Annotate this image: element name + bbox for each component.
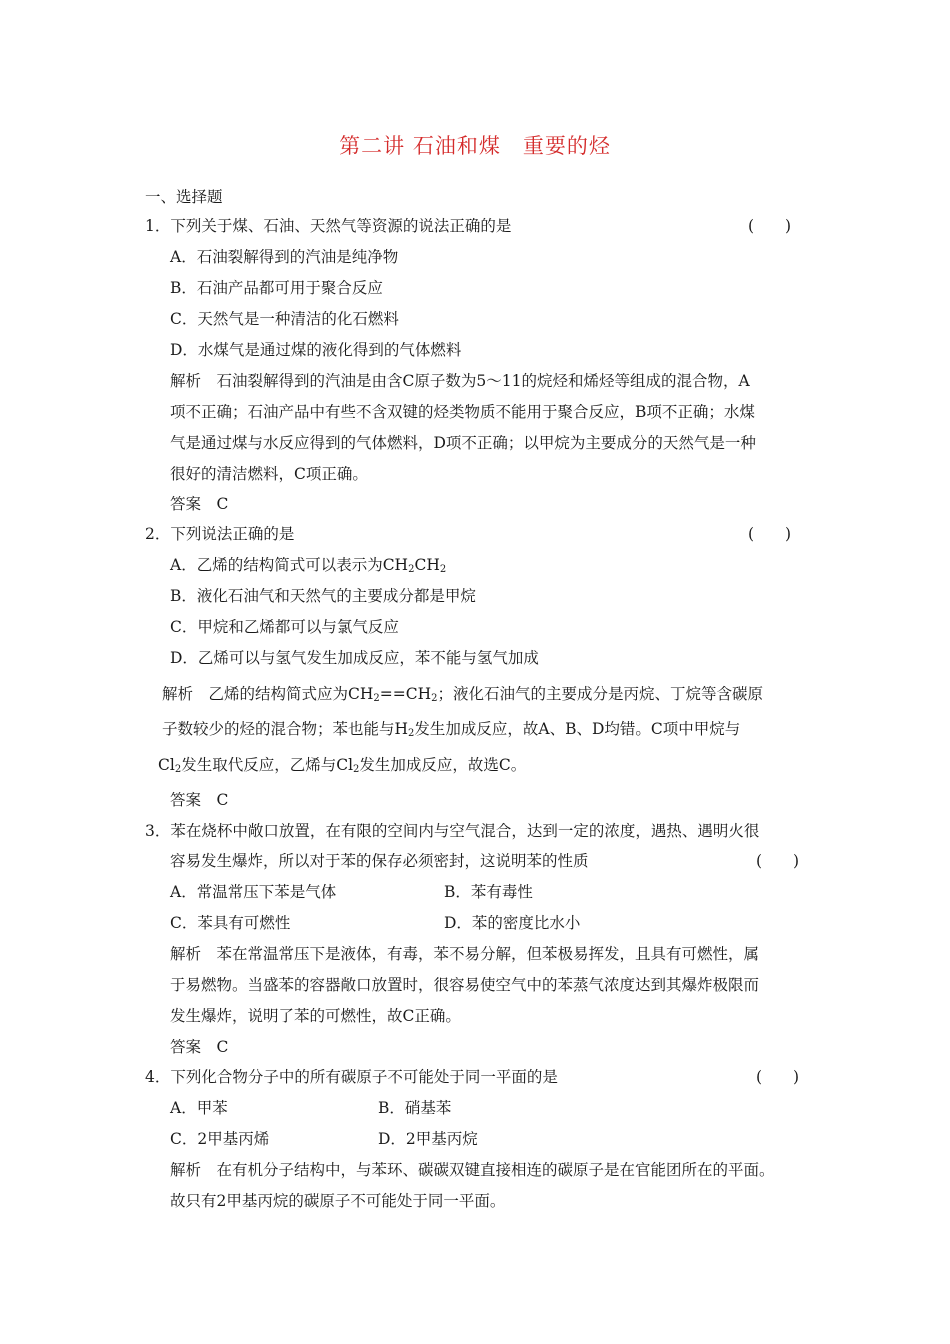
q3-option-a: A．常温常压下苯是气体 xyxy=(170,883,337,901)
q1-option-c: C．天然气是一种清洁的化石燃料 xyxy=(170,310,399,328)
q4-stem: 4．下列化合物分子中的所有碳原子不可能处于同一平面的是 xyxy=(145,1068,558,1086)
page-title: 第二讲 石油和煤 重要的烃 xyxy=(339,134,611,158)
q4-analysis-line: 解析 在有机分子结构中，与苯环、碳碳双键直接相连的碳原子是在官能团所在的平面。 xyxy=(170,1161,775,1179)
q2-answer: 答案 C xyxy=(170,791,229,809)
q1-analysis-line: 解析 石油裂解得到的汽油是由含C原子数为5～11的烷烃和烯烃等组成的混合物，A xyxy=(170,372,750,390)
q3-option-b: B．苯有毒性 xyxy=(444,883,533,901)
q3-option-d: D．苯的密度比水小 xyxy=(444,914,581,932)
q2-analysis-line: $Cl_2$发生取代反应，乙烯与$Cl_2$发生加成反应，故选C。 xyxy=(158,756,527,775)
q1-analysis-line: 很好的清洁燃料，C项正确。 xyxy=(170,465,368,483)
q2-stem: 2．下列说法正确的是 xyxy=(145,525,295,543)
q4-option-c: C．2甲基丙烯 xyxy=(170,1130,270,1148)
q3-stem: 3．苯在烧杯中敞口放置，在有限的空间内与空气混合，达到一定的浓度，遇热、遇明火很 xyxy=(145,822,760,840)
q3-analysis-line: 发生爆炸，说明了苯的可燃性，故C正确。 xyxy=(170,1007,461,1025)
q1-option-d: D．水煤气是通过煤的液化得到的气体燃料 xyxy=(170,341,462,359)
q1-option-b: B．石油产品都可用于聚合反应 xyxy=(170,279,383,297)
q3-analysis-line: 于易燃物。当盛苯的容器敞口放置时，很容易使空气中的苯蒸气浓度达到其爆炸极限而 xyxy=(170,976,760,994)
q4-option-d: D．2甲基丙烷 xyxy=(378,1130,478,1148)
q3-analysis-line: 解析 苯在常温常压下是液体，有毒，苯不易分解，但苯极易挥发，且具有可燃性，属 xyxy=(170,945,760,963)
q4-option-a: A．甲苯 xyxy=(170,1099,228,1117)
q1-option-a: A．石油裂解得到的汽油是纯净物 xyxy=(170,248,399,266)
q2-analysis-line: 子数较少的烃的混合物；苯也能与$H_2$发生加成反应，故A、B、D均错。C项中甲烷与 xyxy=(162,720,741,739)
q2-option-d: D．乙烯可以与氢气发生加成反应，苯不能与氢气加成 xyxy=(170,649,539,667)
q4-analysis-line: 故只有2甲基丙烷的碳原子不可能处于同一平面。 xyxy=(170,1192,506,1210)
q1-analysis-line: 气是通过煤与水反应得到的气体燃料，D项不正确；以甲烷为主要成分的天然气是一种 xyxy=(170,434,756,452)
q4-option-b: B．硝基苯 xyxy=(378,1099,452,1117)
q3-stem-cont: 容易发生爆炸，所以对于苯的保存必须密封，这说明苯的性质 xyxy=(170,852,589,870)
q2-option-a: A．乙烯的结构简式可以表示为$CH_2CH_2$ xyxy=(170,556,447,575)
q1-analysis-line: 项不正确；石油产品中有些不含双键的烃类物质不能用于聚合反应，B项不正确；水煤 xyxy=(170,403,755,421)
q3-option-c: C．苯具有可燃性 xyxy=(170,914,291,932)
q3-answer: 答案 C xyxy=(170,1038,229,1056)
q1-answer-blank: ( ) xyxy=(748,217,792,235)
q2-answer-blank: ( ) xyxy=(748,525,792,543)
section-heading: 一、选择题 xyxy=(145,188,223,206)
q2-option-c: C．甲烷和乙烯都可以与氯气反应 xyxy=(170,618,399,636)
q4-answer-blank: ( ) xyxy=(756,1068,800,1086)
q1-answer: 答案 C xyxy=(170,495,229,513)
q3-answer-blank: ( ) xyxy=(756,852,800,870)
q2-analysis-line: 解析 乙烯的结构简式应为$CH_2==CH_2$；液化石油气的主要成分是丙烷、丁烷等含碳原 xyxy=(162,685,764,704)
q1-stem: 1．下列关于煤、石油、天然气等资源的说法正确的是 xyxy=(145,217,512,235)
q2-option-b: B．液化石油气和天然气的主要成分都是甲烷 xyxy=(170,587,476,605)
